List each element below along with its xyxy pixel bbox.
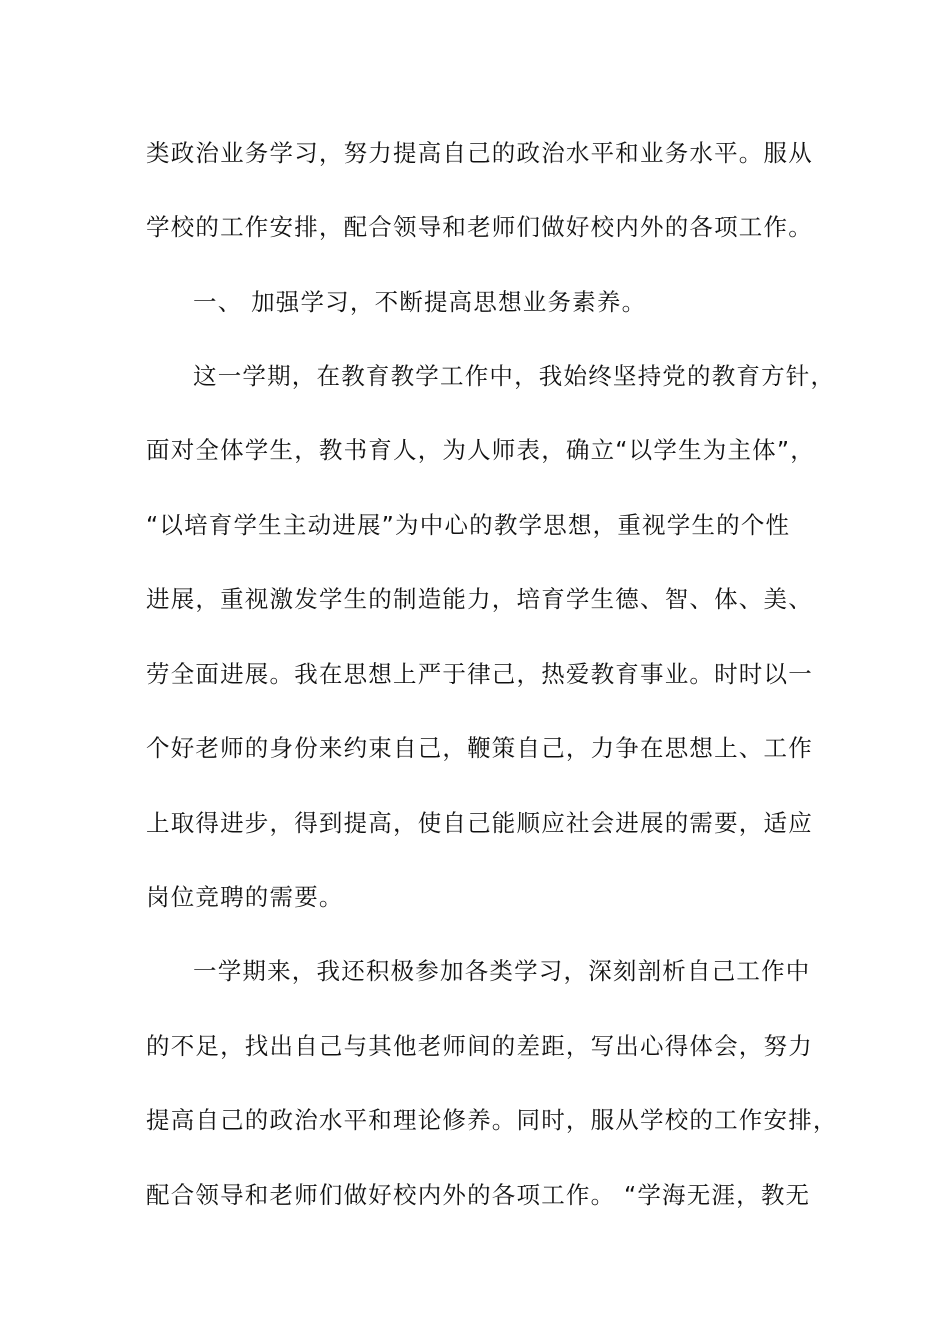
- paragraph-line-9: 个好老师的身份来约束自己，鞭策自己，力争在思想上、工作: [146, 734, 813, 762]
- paragraph-line-5: 面对全体学生，教书育人，为人师表，确立“以学生为主体”，: [146, 436, 815, 464]
- paragraph-line-14: 提高自己的政治水平和理论修养。同时，服从学校的工作安排，: [146, 1106, 838, 1134]
- paragraph-line-1: 类政治业务学习，努力提高自己的政治水平和业务水平。服从: [146, 139, 813, 167]
- paragraph-line-12: 一学期来，我还积极参加各类学习，深刻剖析自己工作中: [193, 957, 811, 985]
- paragraph-line-6: “以培育学生主动进展”为中心的教学思想，重视学生的个性: [146, 511, 791, 539]
- paragraph-line-11: 岗位竞聘的需要。: [146, 883, 344, 911]
- paragraph-line-10: 上取得进步，得到提高，使自己能顺应社会进展的需要，适应: [146, 809, 813, 837]
- paragraph-line-8: 劳全面进展。我在思想上严于律己，热爱教育事业。时时以一: [146, 660, 813, 688]
- paragraph-line-2: 学校的工作安排，配合领导和老师们做好校内外的各项工作。: [146, 213, 813, 241]
- section-heading: 一、 加强学习，不断提高思想业务素养。: [193, 288, 647, 316]
- paragraph-line-7: 进展，重视激发学生的制造能力，培育学生德、智、体、美、: [146, 585, 813, 613]
- paragraph-line-15: 配合领导和老师们做好校内外的各项工作。 “学海无涯，教无: [146, 1181, 811, 1209]
- paragraph-line-4: 这一学期，在教育教学工作中，我始终坚持党的教育方针，: [193, 362, 836, 390]
- paragraph-line-13: 的不足，找出自己与其他老师间的差距，写出心得体会，努力: [146, 1032, 813, 1060]
